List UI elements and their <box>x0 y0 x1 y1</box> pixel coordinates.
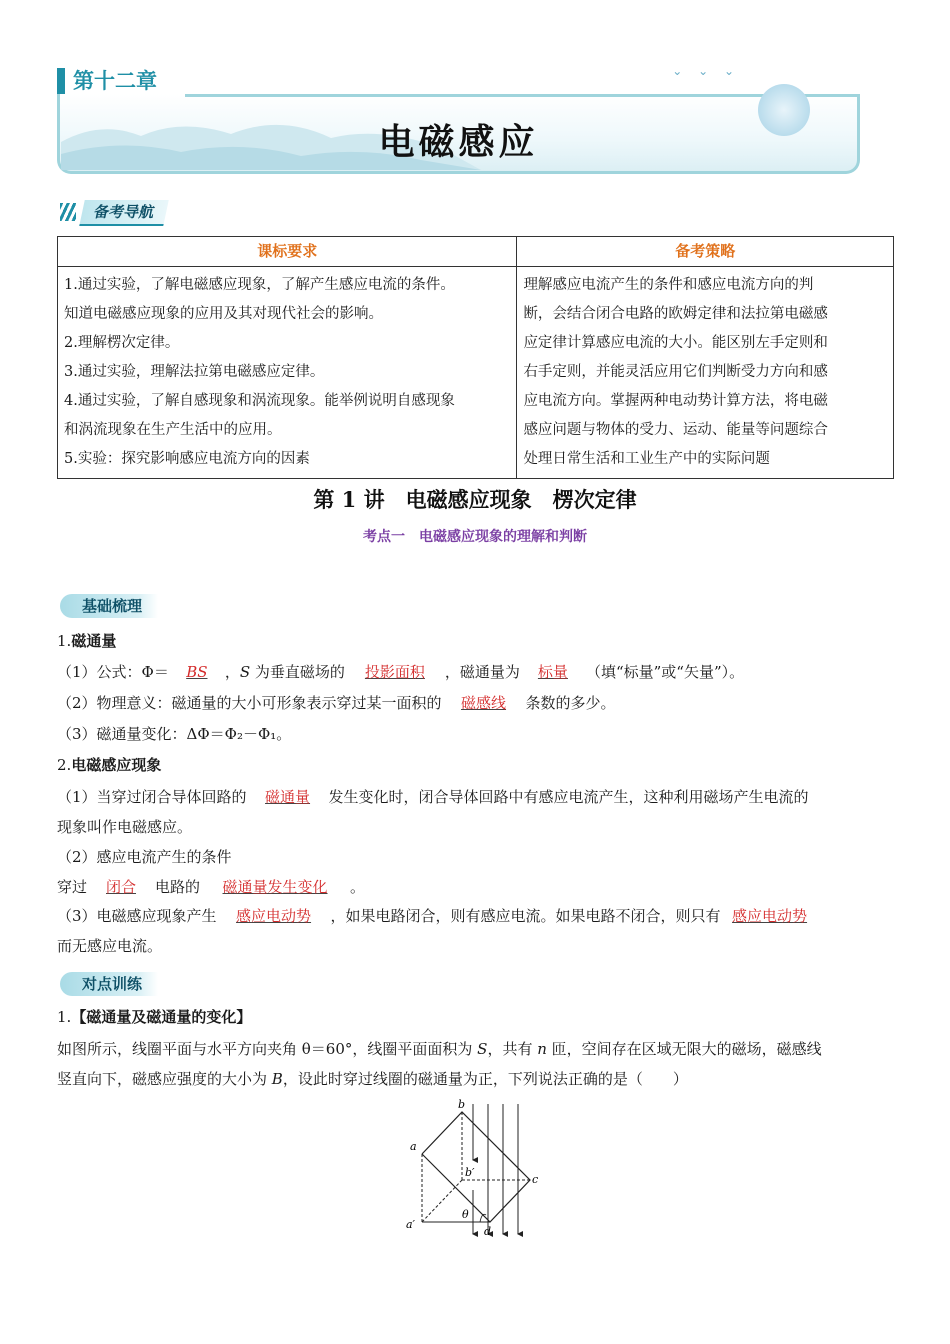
cell-line: 1.通过实验，了解电磁感应现象，了解产生感应电流的条件。 <box>64 277 455 293</box>
induction-line-1b: 现象叫作电磁感应。 <box>57 818 193 836</box>
cell-line: 和涡流现象在生产生活中的应用。 <box>64 422 282 438</box>
cell-line: 感应问题与物体的受力、运动、能量等问题综合 <box>523 422 828 438</box>
cell-line: 应定律计算感应电流的大小。能区别左手定则和 <box>523 335 828 351</box>
induction-line-4: （3）电磁感应现象产生 感应电动势 ，如果电路闭合，则有感应电流。如果电路不闭合，则只有 感应电动势 <box>57 905 893 927</box>
blank-answer: 磁通量 <box>265 788 311 806</box>
blank-answer: 闭合 <box>106 878 137 896</box>
chapter-label: 第十二章 <box>57 64 187 98</box>
cell-line: 3.通过实验，理解法拉第电磁感应定律。 <box>64 364 325 380</box>
topic-heading: 考点一 电磁感应现象的理解和判断 <box>363 529 587 545</box>
label-theta: θ <box>462 1208 469 1221</box>
section-tab-nav <box>60 200 166 224</box>
cell-line: 应电流方向。掌握两种电动势计算方法，将电磁 <box>523 393 828 409</box>
section-tab-practice: 对点训练 <box>60 972 158 996</box>
flux-formula-line: （1）公式：Φ＝ BS ，S 为垂直磁场的 投影面积 ，磁通量为 标量 （填“标量”或“矢量”）。 <box>57 663 745 681</box>
requirements-table <box>57 236 894 479</box>
lecture-title: 第 1 讲 电磁感应现象 楞次定律 <box>313 487 637 512</box>
flux-heading: 1.磁通量 <box>57 632 117 650</box>
cell-line: 右手定则，并能灵活应用它们判断受力方向和感 <box>523 364 828 380</box>
blank-answer: 投影面积 <box>364 663 425 681</box>
blank-answer: 感应电动势 <box>732 907 808 925</box>
blank-answer: 磁感线 <box>461 694 507 712</box>
flux-change-line: （3）磁通量变化：ΔΦ＝Φ₂－Φ₁。 <box>57 725 292 743</box>
section-tab-label: 备考导航 <box>79 200 169 226</box>
chapter-banner <box>57 64 860 174</box>
birds-decoration: ⌄ ⌄ ⌄ <box>672 64 740 78</box>
cell-line: 4.通过实验，了解自感现象和涡流现象。能举例说明自感现象 <box>64 393 455 409</box>
blank-answer: 标量 <box>537 663 568 681</box>
banner-top-line <box>185 94 857 97</box>
coil-outline <box>422 1112 530 1222</box>
table-cell-strategy <box>517 267 894 479</box>
table-cell-requirements <box>58 267 517 479</box>
induction-line-2: （2）感应电流产生的条件 <box>57 848 232 866</box>
label-d: d <box>484 1225 492 1238</box>
chapter-title: 电磁感应 <box>378 121 539 163</box>
induction-heading: 2.电磁感应现象 <box>57 756 162 774</box>
induction-line-1: （1）当穿过闭合导体回路的 磁通量 发生变化时，闭合导体回路中有感应电流产生，这种利用磁场产生电流的 <box>57 788 809 806</box>
cell-line: 知道电磁感应现象的应用及其对现代社会的影响。 <box>64 306 383 322</box>
cell-line: 理解感应电流产生的条件和感应电流方向的判 <box>523 277 814 293</box>
blank-answer: BS <box>186 663 208 681</box>
label-a-prime: a′ <box>406 1218 416 1231</box>
coil-figure <box>400 1094 550 1240</box>
table-header: 课标要求 <box>58 237 517 267</box>
section-tab-basics: 基础梳理 <box>60 594 158 618</box>
flux-meaning-line: （2）物理意义：磁通量的大小可形象表示穿过某一面积的 磁感线 条数的多少。 <box>57 694 616 712</box>
stripes-icon <box>60 203 76 221</box>
problem-line-1: 如图所示，线圈平面与水平方向夹角 θ＝60°，线圈平面面积为 S，共有 n 匝，空间存在区域无限大的磁场，磁感线 <box>57 1040 822 1058</box>
label-a: a <box>410 1140 417 1153</box>
cell-line: 断，会结合闭合电路的欧姆定律和法拉第电磁感 <box>523 306 828 322</box>
cell-line: 5.实验：探究影响感应电流方向的因素 <box>64 451 310 467</box>
label-b-prime: b′ <box>465 1166 475 1179</box>
induction-line-4b: 而无感应电流。 <box>57 937 163 955</box>
table-header: 备考策略 <box>517 237 894 267</box>
blank-answer: 感应电动势 <box>236 907 312 925</box>
cell-line: 2.理解楞次定律。 <box>64 335 180 351</box>
induction-line-3: 穿过 闭合 电路的 磁通量发生变化 。 <box>57 878 366 896</box>
label-b: b <box>458 1098 466 1111</box>
problem-heading: 1.【磁通量及磁通量的变化】 <box>57 1008 252 1026</box>
problem-line-2: 竖直向下，磁感应强度的大小为 B，设此时穿过线圈的磁通量为正，下列说法正确的是（ ） <box>57 1070 688 1088</box>
blank-answer: 磁通量发生变化 <box>222 878 328 896</box>
cell-line: 处理日常生活和工业生产中的实际问题 <box>523 451 770 467</box>
label-c: c <box>532 1173 539 1186</box>
